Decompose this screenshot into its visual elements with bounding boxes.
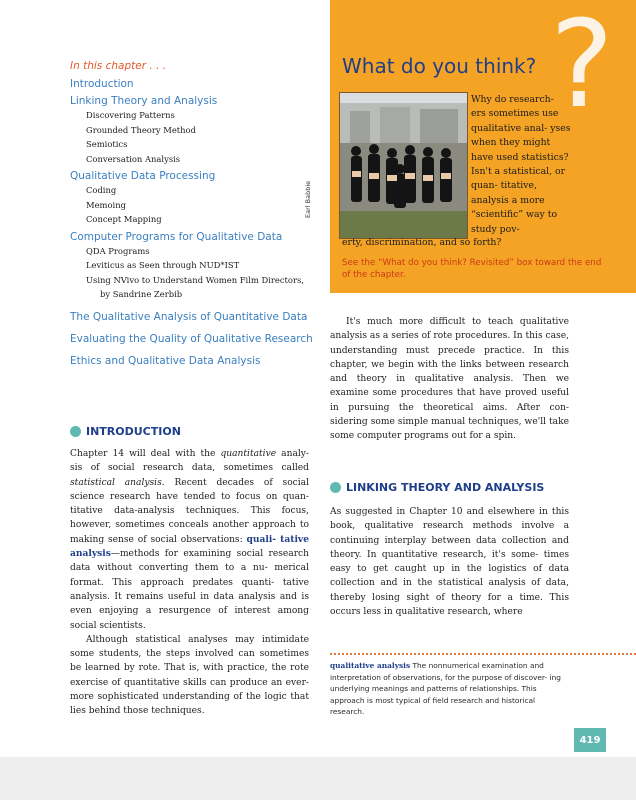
toc-subsection[interactable]: Concept Mapping — [86, 214, 162, 224]
text-run: analy- sis of social research data, sometimes called — [70, 449, 309, 474]
toc-subsection-cont: by Sandrine Zerbib — [100, 289, 183, 299]
introduction-body — [70, 447, 309, 719]
photo-credit: Earl Babbie — [304, 180, 312, 218]
text-run: Chapter 14 will deal with the — [70, 449, 221, 459]
linking-theory-body — [330, 505, 569, 619]
toc-subsection[interactable]: Conversation Analysis — [86, 153, 181, 164]
right-column-paragraph — [330, 315, 569, 444]
group-photo — [339, 92, 468, 239]
heading-label: LINKING THEORY AND ANALYSIS — [346, 481, 545, 494]
text-run: Recent decades of social science research have tended to focus on quan- titative data-analysis techniques. This focus, however, sometimes conceals another approach to making sense of social observations: — [70, 477, 309, 545]
glossary-definition: The nonnumerical examination and interpretation of observations, for the purpose of discover- ing underlying meanings and patterns of relationships. This approach is most typical of field research and historical research. — [330, 661, 561, 717]
bullet-dot-icon — [330, 482, 341, 493]
text-run: —methods for examining social research data without converting them to a nu- merical format. This approach predates quanti- tative analysis. It remains useful in data analysis and is even enjoying a resurgence of interest among social scientists. — [70, 549, 309, 631]
toc-section-evaluating[interactable]: Evaluating the Quality of Qualitative Research — [70, 332, 313, 345]
intro-paragraph-2: Although statistical analyses may intimidate some students, the steps involved can sometimes be learned by rote. That is, with practice, the rote exercise of quantitative skills can produce an ever-more sophisticated understanding of the logic that lies behind those techniques. — [70, 634, 309, 717]
question-mark-icon: ? — [550, 0, 614, 135]
toc-section-computer-programs[interactable]: Computer Programs for Qualitative Data — [70, 230, 283, 243]
box-question-text: Why do research- ers sometimes use qualitative anal- yses when they might have used statistics? Isn't a statistical, or quan- titative, analysis a more “scientific” way to study pov- — [471, 94, 571, 235]
toc-section-introduction[interactable]: Introduction — [70, 78, 134, 90]
toc-heading: In this chapter . . . — [70, 60, 167, 72]
glossary-entry — [330, 660, 570, 718]
box-see-note: See the “What do you think? Revisited” box toward the end of the chapter. — [342, 258, 602, 280]
toc-section-qual-of-quant[interactable]: The Qualitative Analysis of Quantitative Data — [70, 310, 308, 323]
box-title: What do you think? — [342, 54, 537, 78]
key-term[interactable]: quali- tative analysis — [70, 533, 309, 560]
intro-paragraph-1 — [70, 447, 309, 633]
glossary-divider — [330, 653, 636, 655]
emphasis-text: statistical analysis. — [70, 477, 165, 488]
page-number: 419 — [574, 728, 606, 752]
heading-label: INTRODUCTION — [86, 425, 181, 438]
chapter-contents — [70, 60, 320, 368]
box-question-text-cont: erty, discrimination, and so forth? — [342, 237, 502, 248]
toc-subsection[interactable]: Leviticus as Seen through NUD*IST — [86, 260, 240, 270]
paragraph: As suggested in Chapter 10 and elsewhere in this book, qualitative research methods involve a continuing interplay between data collection and theory. In quantitative research, it's some- times easy to get caught up in the logistics of data collection and in the statistical analysis of data, thereby losing sight of theory for a time. This occurs less in qualitative research, where — [330, 507, 569, 618]
linking-theory-heading — [330, 481, 544, 494]
emphasis-text: quantitative — [220, 449, 277, 459]
bullet-dot-icon — [70, 426, 81, 437]
toc-subsection[interactable]: Grounded Theory Method — [86, 124, 196, 135]
what-do-you-think-box — [304, 0, 636, 293]
page-footer-band — [0, 757, 636, 800]
toc-subsection[interactable]: Semiotics — [86, 139, 128, 149]
toc-section-ethics[interactable]: Ethics and Qualitative Data Analysis — [70, 354, 261, 367]
paragraph: It's much more difficult to teach qualitative analysis as a series of rote procedures. In this case, understanding must precede practice. In this chapter, we begin with the links between research and theory in qualitative analysis. Then we examine some procedures that have proved useful in pursuing the theoretical aims. After con- sidering some simple manual techniques, we'll take some computer programs out for a spin. — [330, 317, 569, 442]
toc-subsection[interactable]: Memoing — [86, 199, 126, 210]
photo-illustration — [340, 93, 467, 238]
glossary-term: qualitative analysis — [330, 661, 411, 670]
toc-subsection[interactable]: Using NVivo to Understand Women Film Directors, — [86, 274, 304, 285]
introduction-heading — [70, 425, 181, 438]
toc-subsection[interactable]: QDA Programs — [86, 245, 150, 256]
toc-subsection[interactable]: Coding — [86, 185, 117, 195]
toc-subsection[interactable]: Discovering Patterns — [86, 110, 175, 120]
toc-section-processing[interactable]: Qualitative Data Processing — [70, 170, 216, 182]
toc-section-linking[interactable]: Linking Theory and Analysis — [70, 95, 218, 107]
